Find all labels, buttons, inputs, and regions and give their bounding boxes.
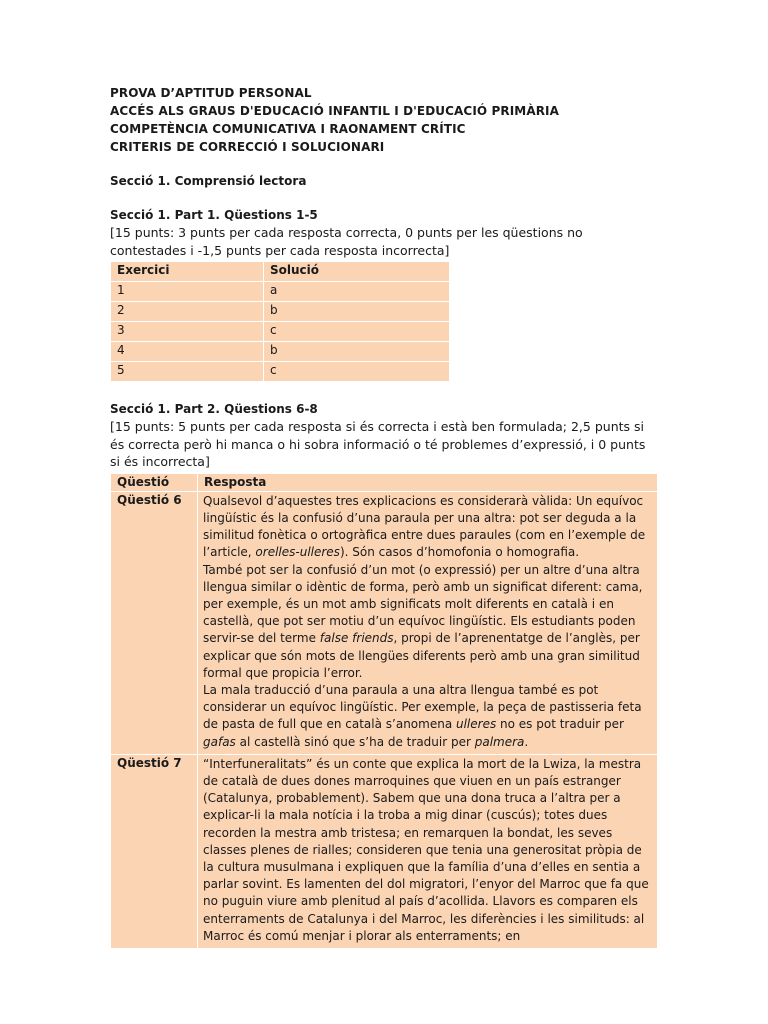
table-header-row xyxy=(111,473,658,491)
doc-title-line-4: CRITERIS DE CORRECCIÓ I SOLUCIONARI xyxy=(110,140,385,154)
doc-title-line-3: COMPETÈNCIA COMUNICATIVA I RAONAMENT CRÍTIC xyxy=(110,122,466,136)
exercise-number: 1 xyxy=(111,282,264,302)
table-header-row xyxy=(111,262,450,282)
column-header-resposta: Resposta xyxy=(198,473,658,491)
question-label: Qüestió 7 xyxy=(111,754,198,948)
table-row xyxy=(111,322,450,342)
exercise-number: 3 xyxy=(111,322,264,342)
table-row xyxy=(111,282,450,302)
column-header-questio: Qüestió xyxy=(111,473,198,491)
exercise-solution: b xyxy=(264,302,450,322)
exercise-solution: c xyxy=(264,362,450,382)
part-2-scoring: [15 punts: 5 punts per cada resposta si és correcta i està ben formulada; 2,5 punts si és correcta però hi manca o hi sobra informació o té problemes d’expressió, i 0 punts si és incorrecta] xyxy=(110,419,646,469)
table-row xyxy=(111,362,450,382)
question-label: Qüestió 6 xyxy=(111,491,198,754)
answer-paragraph-2: També pot ser la confusió d’un mot (o expressió) per un altre d’una altra llengua similar o idèntic de forma, però amb un significat diferent: cama, per exemple, és un mot amb significats molt diferents en català i en castellà, que pot ser motiu d’un equívoc lingüístic. Els estudiants poden servir-se del terme false friends, propi de l’aprenentatge de l’anglès, per explicar que són mots de llengües diferents però amb una gran similitud formal que propicia l’error. xyxy=(203,562,643,680)
exercise-number: 5 xyxy=(111,362,264,382)
part-2-title: Secció 1. Part 2. Qüestions 6-8 xyxy=(110,402,318,416)
question-7-answer: “Interfuneralitats” és un conte que explica la mort de la Lwiza, la mestra de català de dues dones marroquines que viuen en un país estranger (Catalunya, probablement). Sabem que una dona truca a l’altra per a explicar-li la mala notícia i la troba a mig dinar (cuscús); totes dues recorden la mestra amb tristesa; en remarquen la bondat, les seves classes plenes de rialles; consideren que tenia una generositat pròpia de la cultura musulmana i expliquen que la família d’una d’elles en sentia a parlar sovint. Es lamenten del dol migratori, l’enyor del Marroc que fa que no puguin viure amb plenitud al país d’acollida. Llavors es comparen els enterraments de Catalunya i del Marroc, les diferències i les similituds: al Marroc és comú menjar i plorar als enterraments; en xyxy=(198,754,658,948)
exercise-solution: c xyxy=(264,322,450,342)
document-page xyxy=(110,84,658,949)
table-row-question-7 xyxy=(111,754,658,948)
answer-paragraph-3: La mala traducció d’una paraula a una altra llengua també es pot considerar un equívoc lingüístic. Per exemple, la peça de pastisseria feta de pasta de full que en català s’anomena ulleres no es pot traduir per gafas al castellà sinó que s’ha de traduir per palmera. xyxy=(203,682,642,749)
part-1-title: Secció 1. Part 1. Qüestions 1-5 xyxy=(110,208,318,222)
answers-table-part-1 xyxy=(110,261,450,382)
column-header-exercici: Exercici xyxy=(111,262,264,282)
table-row xyxy=(111,302,450,322)
exercise-solution: b xyxy=(264,342,450,362)
exercise-number: 2 xyxy=(111,302,264,322)
answer-paragraph-1: Qualsevol d’aquestes tres explicacions es considerarà vàlida: Un equívoc lingüístic és la confusió d’una paraula per una altra: pot ser deguda a la similitud fonètica o ortogràfica entre dues paraules (com en l’exemple de l’article, orelles-ulleres). Són casos d’homofonia o homografia. xyxy=(203,493,646,560)
column-header-solucio: Solució xyxy=(264,262,450,282)
exercise-number: 4 xyxy=(111,342,264,362)
table-row xyxy=(111,342,450,362)
question-6-answer xyxy=(198,491,658,754)
doc-title-line-1: PROVA D’APTITUD PERSONAL xyxy=(110,86,312,100)
section-1-title: Secció 1. Comprensió lectora xyxy=(110,174,307,188)
part-1-scoring: [15 punts: 3 punts per cada resposta correcta, 0 punts per les qüestions no contestades i -1,5 punts per cada resposta incorrecta] xyxy=(110,225,583,258)
exercise-solution: a xyxy=(264,282,450,302)
answers-table-part-2 xyxy=(110,473,658,949)
table-row-question-6 xyxy=(111,491,658,754)
doc-title-line-2: ACCÉS ALS GRAUS D'EDUCACIÓ INFANTIL I D'EDUCACIÓ PRIMÀRIA xyxy=(110,104,560,118)
